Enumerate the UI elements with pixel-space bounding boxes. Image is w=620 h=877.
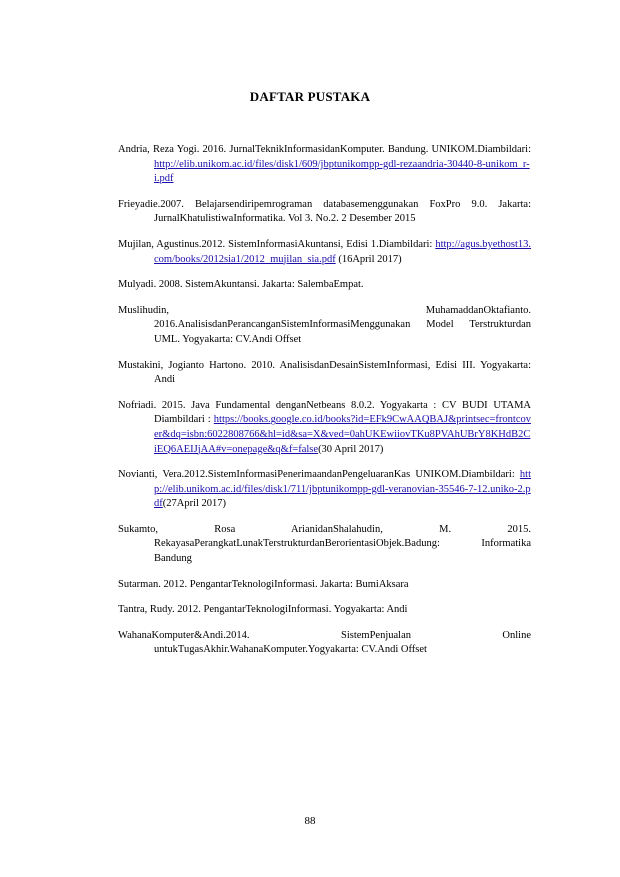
- reference-text: Mustakini, Jogianto Hartono. 2010. AnalisisdanDesainSistemInformasi, Edisi III. Yogyakarta: Andi: [118, 359, 531, 386]
- reference-text: WahanaKomputer&Andi.2014. SistemPenjualan Online untukTugasAkhir.WahanaKomputer.Yogyakarta: CV.Andi Offset: [118, 629, 531, 656]
- reference-accessed: (16April 2017): [335, 253, 402, 265]
- reference-text: Tantra, Rudy. 2012. PengantarTeknologiInformasi. Yogyakarta: Andi: [118, 604, 408, 616]
- reference-link[interactable]: http://elib.unikom.ac.id/files/disk1/711/jbptunikompp-gdl-veranovian-35546-7-12.uniko-2.pdf: [154, 469, 531, 510]
- reference-entry: [118, 523, 531, 567]
- reference-entry: [118, 238, 531, 267]
- reference-entry: [118, 278, 531, 293]
- reference-text: Sutarman. 2012. PengantarTeknologiInformasi. Jakarta: BumiAksara: [118, 578, 409, 590]
- reference-entry: [118, 304, 531, 348]
- reference-entry: [118, 578, 531, 593]
- reference-entry: [118, 468, 531, 512]
- reference-entry: [118, 399, 531, 457]
- reference-text: Muslihudin, MuhamaddanOktafianto. 2016.AnalisisdanPerancanganSistemInformasiMenggunakan Model Terstrukturdan UML. Yogyakarta: CV.Andi Offset: [118, 304, 531, 345]
- reference-text: Mujilan, Agustinus.2012. SistemInformasiAkuntansi, Edisi 1.Diambildari:: [118, 238, 436, 250]
- reference-text: Frieyadie.2007. Belajarsendiripemrograman databasemenggunakan FoxPro 9.0. Jakarta: JurnalKhatulistiwaInformatika. Vol 3. No.2. 2 Desember 2015: [118, 198, 531, 225]
- reference-text: Sukamto, Rosa ArianidanShalahudin, M. 2015. RekayasaPerangkatLunakTerstrukturdanBerorientasiObjek.Badung: Informatika Bandung: [118, 523, 531, 565]
- reference-entry: [118, 629, 531, 658]
- reference-entry: [118, 198, 531, 227]
- reference-text: Mulyadi. 2008. SistemAkuntansi. Jakarta: SalembaEmpat.: [118, 279, 364, 291]
- reference-link[interactable]: http://elib.unikom.ac.id/files/disk1/609/jbptunikompp-gdl-rezaandria-30440-8-unikom_r-i.pdf: [154, 158, 530, 185]
- reference-entry: [118, 603, 531, 618]
- reference-accessed: (30 April 2017): [318, 443, 384, 455]
- page-number: 88: [304, 815, 316, 827]
- reference-entry: [118, 143, 531, 187]
- reference-text: Andria, Reza Yogi. 2016. JurnalTeknikInformasidanKomputer. Bandung. UNIKOM.Diambildari:: [118, 144, 531, 155]
- reference-text: Nofriadi. 2015. Java Fundamental denganNetbeans 8.0.2. Yogyakarta : CV BUDI UTAMA Diambildari :: [118, 399, 531, 426]
- reference-link[interactable]: https://books.google.co.id/books?id=EFk9CwAAQBAJ&printsec=frontcover&dq=isbn:6022808766&hl=id&sa=X&ved=0ahUKEwiiovTKu8PVAhUBrY8KHdB2CiEQ6AEIJjAA#v=onepage&q&f=false: [154, 414, 531, 455]
- reference-link[interactable]: http://agus.byethost13.com/books/2012sia1/2012_mujilan_sia.pdf: [154, 238, 531, 265]
- reference-text: Novianti, Vera.2012.SistemInformasiPenerimaandanPengeluaranKas UNIKOM.Diambildari:: [118, 469, 520, 481]
- reference-list: [118, 143, 531, 669]
- reference-entry: [118, 359, 531, 388]
- page-title: DAFTAR PUSTAKA: [249, 89, 371, 104]
- reference-accessed: (27April 2017): [162, 498, 227, 510]
